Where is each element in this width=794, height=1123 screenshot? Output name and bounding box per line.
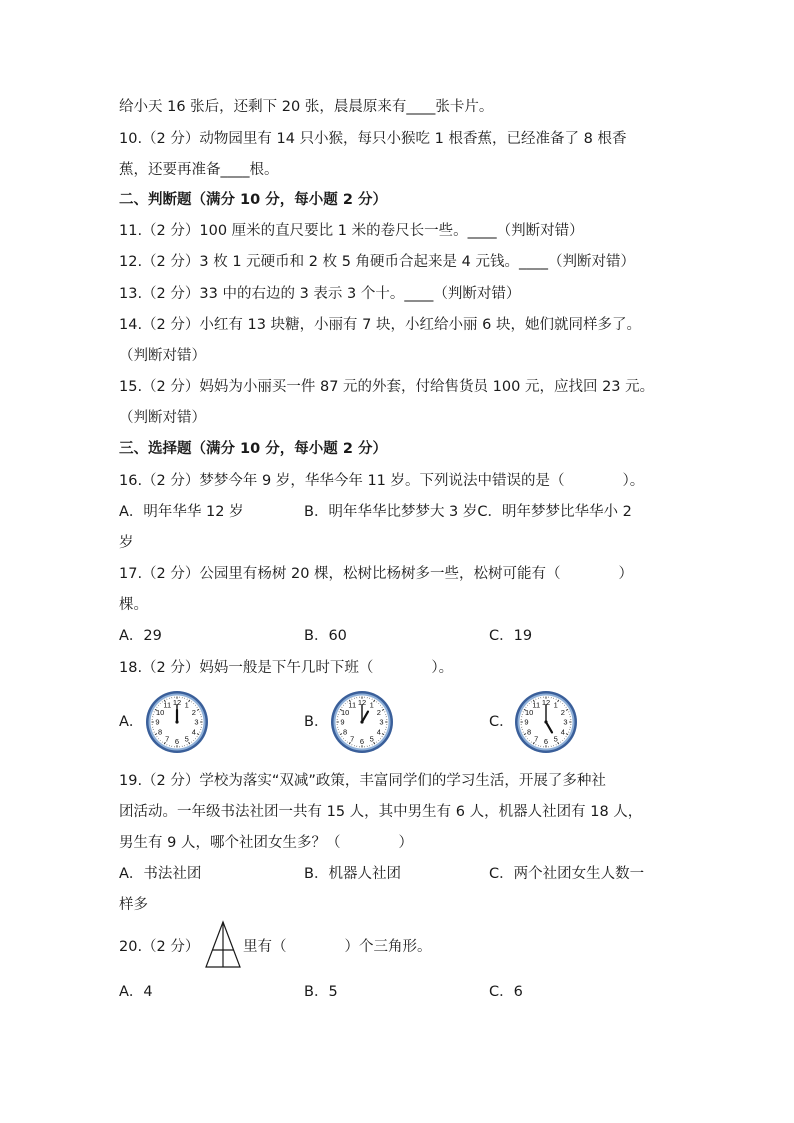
clock-numeral: 2 — [191, 707, 196, 717]
q14-line1: 14.（2 分）小红有 13 块糖，小丽有 7 块，小红给小丽 6 块，她们就同样多了。 — [119, 317, 641, 333]
q17-line2: 棵。 — [119, 597, 148, 613]
q12: 12.（2 分）3 枚 1 元硬币和 2 枚 5 角硬币合起来是 4 元钱。____（判断对错） — [119, 254, 636, 270]
clock-numeral: 4 — [376, 727, 381, 737]
q16-option-a: A．明年华华 12 岁 — [119, 504, 244, 520]
clock-numeral: 3 — [194, 717, 199, 727]
clock-numeral: 7 — [350, 734, 355, 744]
q16: 16.（2 分）梦梦今年 9 岁，华华今年 11 岁。下列说法中错误的是（ ）。 — [119, 473, 645, 489]
q19-option-c: C．两个社团女生人数一 — [489, 866, 645, 882]
clock-numeral: 8 — [343, 727, 348, 737]
clock-numeral: 2 — [376, 707, 381, 717]
q18-option-c-label: C． — [489, 714, 514, 730]
q16-option-b-c: B．明年华华比梦梦大 3 岁C．明年梦梦比华华小 2 — [304, 504, 632, 520]
q13: 13.（2 分）33 中的右边的 3 表示 3 个十。____（判断对错） — [119, 286, 521, 302]
q10-line2: 蕉，还要再准备____根。 — [119, 162, 279, 178]
clock-numeral: 11 — [532, 700, 541, 710]
section-2-heading: 二、判断题（满分 10 分，每小题 2 分） — [119, 192, 387, 208]
q18-option-b-label: B． — [304, 714, 329, 730]
clock-numeral: 8 — [158, 727, 163, 737]
clock-numeral: 12 — [541, 698, 551, 708]
clock-numeral: 6 — [543, 737, 549, 747]
clock-numeral: 11 — [163, 700, 172, 710]
clock-numeral: 6 — [174, 737, 180, 747]
clock-numeral: 3 — [379, 717, 384, 727]
q14-line2: （判断对错） — [119, 348, 206, 364]
q20-suffix: 里有（ ）个三角形。 — [243, 939, 432, 955]
clock-numeral: 10 — [155, 707, 165, 717]
clock-numeral: 9 — [155, 717, 160, 727]
clock-icon-b — [330, 690, 394, 754]
clock-numeral: 12 — [357, 698, 367, 708]
clock-numeral: 10 — [524, 707, 534, 717]
clock-numeral: 5 — [369, 734, 374, 744]
q20-option-b: B．5 — [304, 984, 338, 1000]
q17-option-b: B．60 — [304, 628, 347, 644]
q19-option-a: A．书法社团 — [119, 866, 202, 882]
q18: 18.（2 分）妈妈一般是下午几时下班（ ）。 — [119, 660, 454, 676]
clock-numeral: 1 — [553, 700, 558, 710]
clock-numeral: 7 — [534, 734, 539, 744]
section-3-heading: 三、选择题（满分 10 分，每小题 2 分） — [119, 441, 387, 457]
q11: 11.（2 分）100 厘米的直尺要比 1 米的卷尺长一些。____（判断对错） — [119, 223, 584, 239]
q20-option-a: A．4 — [119, 984, 153, 1000]
q19-line3: 男生有 9 人，哪个社团女生多？（ ） — [119, 835, 413, 851]
q10-line1: 10.（2 分）动物园里有 14 只小猴，每只小猴吃 1 根香蕉，已经准备了 8 根香 — [119, 131, 627, 147]
q16-option-c-wrap: 岁 — [119, 535, 134, 551]
q18-option-a-label: A． — [119, 714, 144, 730]
clock-numeral: 1 — [369, 700, 374, 710]
clock-numeral: 4 — [191, 727, 196, 737]
q20-option-c: C．6 — [489, 984, 523, 1000]
clock-numeral: 12 — [172, 698, 182, 708]
clock-numeral: 11 — [348, 700, 357, 710]
q20-prefix: 20.（2 分） — [119, 939, 200, 955]
clock-numeral: 2 — [560, 707, 565, 717]
clock-numeral: 5 — [184, 734, 189, 744]
clock-icon-a — [145, 690, 209, 754]
clock-numeral: 7 — [165, 734, 170, 744]
clock-numeral: 3 — [563, 717, 568, 727]
q17-option-a: A．29 — [119, 628, 162, 644]
clock-numeral: 6 — [359, 737, 365, 747]
clock-numeral: 10 — [340, 707, 350, 717]
q9-continuation: 给小天 16 张后，还剩下 20 张，晨晨原来有____张卡片。 — [119, 99, 494, 115]
q19-line1: 19.（2 分）学校为落实“双减”政策，丰富同学们的学习生活，开展了多种社 — [119, 773, 606, 789]
q15-line2: （判断对错） — [119, 410, 206, 426]
clock-numeral: 9 — [340, 717, 345, 727]
triangle-figure — [204, 920, 242, 970]
q15-line1: 15.（2 分）妈妈为小丽买一件 87 元的外套，付给售货员 100 元，应找回 23 元。 — [119, 379, 655, 395]
clock-numeral: 5 — [553, 734, 558, 744]
q19-option-b: B．机器人社团 — [304, 866, 401, 882]
q17-line1: 17.（2 分）公园里有杨树 20 棵，松树比杨树多一些，松树可能有（ ） — [119, 566, 634, 582]
clock-numeral: 1 — [184, 700, 189, 710]
q19-option-c-wrap: 样多 — [119, 897, 148, 913]
q19-line2: 团活动。一年级书法社团一共有 15 人，其中男生有 6 人，机器人社团有 18 人， — [119, 804, 643, 820]
clock-icon-c — [514, 690, 578, 754]
clock-numeral: 4 — [560, 727, 565, 737]
clock-numeral: 8 — [527, 727, 532, 737]
clock-numeral: 9 — [524, 717, 529, 727]
q17-option-c: C．19 — [489, 628, 533, 644]
